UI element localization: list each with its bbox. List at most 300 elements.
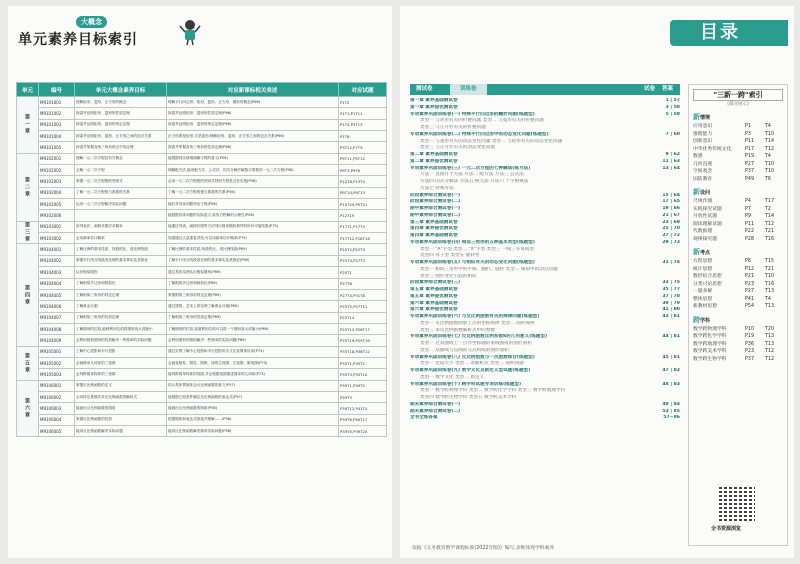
index-item-page: P19 [745,334,754,339]
index-item [693,221,783,229]
index-item-page: P37 [745,169,754,174]
standard-cell: 会画直棱柱、圆柱、圆锥、球的主视图、左视图、俯视图(P73) [167,357,339,368]
index-item-name: 整体思想 [693,296,713,302]
toc-item[interactable] [410,415,680,422]
index-item-page: P9 [745,214,751,219]
toc-item-page: 3 | 58 [665,104,680,110]
index-item-question: T15 [765,259,775,264]
table-row [17,199,387,210]
toc-item-page [662,375,680,382]
goal-cell: 了解相似三角形的性质定理 [75,312,167,323]
index-item-question: T16 [765,281,775,287]
standard-cell: 能根据已知条件确定反比例函数的表达式(P57) [167,391,339,402]
toc-item[interactable] [410,105,680,112]
index-item-page: P12 [745,266,754,272]
toc-item-title: 全书全练答案 [410,415,438,421]
index-item [693,236,783,244]
table-row [17,165,387,176]
toc-item[interactable] [410,139,680,146]
toc-item-title: 类型三 与正方形有关的动态变化问题 [420,145,495,151]
header-standard: 对应新课标相关表述 [167,83,339,97]
goal-cell: 了解相似多边形和相似比 [75,278,167,289]
index-item-name: 几何直观 [693,161,713,167]
toc-item-page: 27 | 72 [662,233,680,238]
standard-cell: 能判断简单物体的视图,并会根据视图描述简单的几何体(P73) [167,369,339,380]
questions-cell: P1T2 [339,97,387,108]
index-item-name: 创新意识 [693,139,713,144]
header-unit: 单元 [17,83,39,97]
standard-cell: 根据图象和表达式探索并理解……(P58) [167,414,339,425]
index-item-page: P7 [745,206,751,212]
code-cell: M9102006 [39,210,75,221]
unit-cell: 第二章 [17,153,39,221]
table-row [17,131,387,142]
standard-cell: 会利用图形的相似解决一些简单的实际问题(P69) [167,335,339,346]
toc-item-title: 类型一 比较大小 类型二 求解析式 类型三 面积问题 [420,361,524,367]
goal-cell: 掌握反比例函数的性质 [75,414,167,425]
table-header-row [17,83,387,97]
left-title: 单元素养目标索引 [18,32,138,48]
code-cell: M9102005 [39,199,75,210]
header-goal: 单元大概念素养目标 [75,83,167,97]
index-item [693,153,783,161]
right-page [400,6,794,558]
goal-cell: 能用反比例函数解决实际问题 [75,425,167,436]
index-item-name: 实践探究试题 [693,206,722,212]
toc-item-title: 阶段素养综合测试卷(二) [410,199,461,205]
toc-item-title: 专项素养巩固训练卷(三) 一元二次方程的七种解法(练方法) [410,165,531,171]
toc-item[interactable] [410,172,680,179]
index-item-page: P4 [745,199,751,204]
questions-cell: P12T19 [339,210,387,221]
code-cell: M9101002 [39,108,75,119]
toc-item-page [662,267,680,274]
table-row [17,221,387,232]
toc-item-title: 类型一 "A"字型 类型二 "X"字型 类型三 一线三等角模型 [420,246,534,252]
questions-cell: P39T1,P39T2 [339,380,387,391]
table-row [17,391,387,402]
index-item-page: P19 [745,154,754,159]
qr-caption: 全书资源浏览 [711,526,742,532]
code-cell: M9102002 [39,165,75,176]
goal-cell: 了解图形的位似,能够利用位似将图形放大或缩小 [75,323,167,334]
toc-item-title: 类型一 反比例函数图象上点的坐标规律 类型二 面积规律 [420,320,535,326]
index-item [693,333,783,341]
toc-item-page: 19 | 66 [662,206,680,211]
toc-item[interactable] [410,179,680,186]
questions-cell: P35T1,P35T2 [339,357,387,368]
toc-item-page: 44 | 81 [662,334,680,340]
tab-test: 测试卷 [416,86,433,92]
toc-item-title: 第四章 素养提优测试卷 [410,226,458,232]
index-item-name: 一题多解 [693,289,713,294]
toc-item[interactable] [410,233,680,240]
index-item-question: T14 [765,214,775,219]
unit-cell: 第四章 [17,244,39,346]
toc-item[interactable] [410,409,680,416]
questions-cell: P25T1 [339,267,387,278]
toc-item-page: 47 | 82 [662,368,680,373]
code-cell: M9105001 [39,346,75,357]
index-item [693,326,783,334]
index-item-page: P23 [745,281,754,287]
index-item [693,348,783,356]
index-item-page: P27 [745,289,754,294]
toc-item-title: 类型一 数学跨物理学科 类型二 数学跨化学学科 类型三 数学跨地理学科 [420,388,566,394]
index-item-page: P49 [745,176,754,182]
index-item-name: 新教材思想 [693,304,717,309]
table-row [17,425,387,436]
mascot-icon [178,18,202,46]
index-item-name: 推理能力 [693,131,713,137]
index-item-name: 阅读理解试题 [693,221,722,227]
index-item [693,258,783,266]
toc-item-title: 期中素养综合测试卷(二) [410,212,461,218]
tab-answer: 答案 [662,86,674,92]
code-cell: M9101004 [39,131,75,142]
toc-item-title: 专项素养巩固训练卷(一) 特殊平行四边形的翻折问题(练题型) [410,111,535,117]
index-item [693,198,783,206]
toc-item-page: 15 | 64 [662,192,680,198]
questions-cell: P39T12,P41T4 [339,403,387,414]
code-cell: M9106002 [39,391,75,402]
goal-cell: 认识相似图形 [75,267,167,278]
goal-cell: 能画出反比例函数的图象 [75,403,167,414]
toc-item-title: 专项素养巩固训练卷(四) 相似三角形的五种基本类型(练题型) [410,239,535,245]
toc-item-page: 1 | 57 [665,98,680,103]
index-item [693,281,783,289]
toc-item[interactable] [410,287,680,294]
index-item [693,341,783,349]
standard-cell: 正方形既是矩形,又是菱形;理解矩形、菱形、正方形之间的包含关系(P66) [167,131,339,142]
questions-cell: P9T3,P9T6 [339,165,387,176]
toc-item-page [662,341,680,348]
index-section-heading [693,248,783,258]
table-row [17,233,387,244]
index-item-name: 中华优秀传统文化 [693,146,732,152]
goal-cell [75,210,167,221]
toc-item[interactable] [410,206,680,213]
toc-item-title: 第二章 素养提优测试卷 [410,158,458,164]
toc-item[interactable] [410,220,680,227]
toc-item[interactable] [410,112,680,119]
code-cell: M9106004 [39,414,75,425]
toc-item-page: 37 | 78 [662,293,680,299]
toc-item-page: 39 | 79 [662,300,680,306]
standard-cell: 能根据现实情境理解方程的意义(P56) [167,153,339,164]
toc-item[interactable] [410,328,680,335]
index-item [693,303,783,311]
toc-item-title: 期末素养综合测试卷(二) [410,408,461,414]
toc-item-page: 33 | 75 [662,280,680,286]
index-item-question: T12 [765,146,775,152]
toc-item-page: 5 | 59 [665,111,680,117]
questions-cell: P17T12,P18T16 [339,233,387,244]
toc-item-title: 第五章 素养基础测试卷 [410,287,458,292]
index-item-question: T17 [765,199,775,204]
index-item-name: 数学跨物理学科 [693,326,727,332]
toc-item[interactable] [410,226,680,233]
index-item-page: P1 [745,124,751,129]
toc-item[interactable] [410,159,680,166]
index-item [693,123,783,131]
toc-item-title: 类型三 图形变化引起的相似 [420,273,477,279]
toc-item[interactable] [410,145,680,152]
index-item-name: 尺规作图 [693,199,713,204]
index-item-page: P11 [745,139,754,144]
questions-cell: P27T6 [339,278,387,289]
goal-cell: 会解一元二次方程 [75,165,167,176]
questions-cell: P25T4,P27T3 [339,255,387,266]
toc-item[interactable] [410,193,680,200]
toc-item[interactable] [410,118,680,125]
toc-item-title: 类型三 与正方形有关的折叠问题 [420,125,486,130]
standard-cell: 理解平行四边形、矩形、菱形、正方形、梯形的概念(P66) [167,97,339,108]
index-item [693,131,783,139]
index-section-label: 设问 [700,190,711,196]
standard-cell: 了解相似三角形的性质定理(P69) [167,312,339,323]
index-item-question: T21 [765,229,775,234]
index-section [693,248,783,311]
tab-paper: 试卷 [644,86,656,92]
table-row [17,210,387,221]
toc-item-title: 类型一 过双曲线上一点作坐标轴的垂线围成的图形面积 [420,341,532,346]
index-title: "三新一跨"索引 [693,89,783,101]
index-item [693,288,783,296]
index-item-question: T12 [765,221,775,227]
toc-item-page: 57~86 [663,415,680,421]
toc-item[interactable] [410,334,680,341]
toc-title: 目录 [700,22,740,43]
toc-item[interactable] [410,247,680,254]
code-cell: M9101003 [39,119,75,130]
index-item [693,161,783,169]
code-cell: M9101001 [39,97,75,108]
toc-item[interactable] [410,341,680,348]
toc-item[interactable] [410,98,680,105]
index-item-name: 空间观念 [693,169,713,174]
questions-cell: P39T5,P39T20 [339,425,387,436]
table-row [17,357,387,368]
code-cell: M9104001 [39,244,75,255]
toc-item[interactable] [410,395,680,402]
toc-item-title: 专项素养巩固训练卷(九) 数学文化及新定义型试题(练题型) [410,368,531,373]
table-row [17,278,387,289]
goal-cell: 会画简单几何体的三视图 [75,357,167,368]
questions-cell: P27T4,P31T8 [339,289,387,300]
code-cell: M9104004 [39,278,75,289]
code-cell: M9101005 [39,142,75,153]
toc-item-page [662,395,680,402]
toc-item-title: 第三章 素养基础测试卷 [410,219,458,225]
toc-item-page [662,328,680,335]
index-section-heading [693,188,783,198]
index-section-mark: 新 [693,188,700,196]
standard-cell: 了解图形的位似,知道利用位似可以将一个图形放大或缩小(P69) [167,323,339,334]
standard-cell: 了解平行线分线段成比例的基本事实及其推论(P69) [167,255,339,266]
index-item-question: T13 [765,289,775,294]
toc-item-page: 25 | 70 [662,226,680,232]
questions-cell: P25T12,P26T17 [339,323,387,334]
toc-item[interactable] [410,388,680,395]
index-item-page: P36 [745,341,754,347]
standard-cell: 理解配方法,能用配方法、公式法、因式分解法解数字系数的一元二次方程(P56) [167,165,339,176]
goal-cell: 掌握平行线分线段成比例的基本事实及其推论 [75,255,167,266]
toc-item-page: 13 | 64 [662,165,680,171]
toc-item-page: 11 | 63 [662,158,680,164]
toc-item[interactable] [410,260,680,267]
standard-cell: 探索并证明矩形、菱形的判定定理(P66) [167,119,339,130]
page-footer: 依据《义务教育数学课程标准(2022年版)》编写,多维体现学科素养 [412,546,555,551]
toc-item-title: 期末素养综合测试卷(一) [410,401,461,407]
index-item-name: 规律探究题 [693,236,717,242]
toc-item[interactable] [410,361,680,368]
index-item [693,273,783,281]
index-section-heading [693,316,783,326]
toc-item[interactable] [410,152,680,159]
toc-item[interactable] [410,274,680,281]
table-row [17,289,387,300]
toc-item-page: 31 | 74 [662,260,680,265]
toc-item-page [662,388,680,395]
table-row [17,142,387,153]
index-item-page: P6 [745,259,751,264]
toc-item[interactable] [410,321,680,328]
toc-item[interactable] [410,314,680,321]
index-item-question: T10 [765,161,775,167]
toc-item-title: 类型四 母子型 类型五 旋转型 [420,253,480,259]
toc-item[interactable] [410,166,680,173]
index-item [693,266,783,274]
table-row [17,187,387,198]
index-item-name: 方程思想 [693,259,713,264]
index-item-question: T13 [765,334,775,339]
left-header [18,16,228,50]
toc-item[interactable] [410,294,680,301]
toc-list [410,98,680,422]
table-row [17,369,387,380]
toc-item[interactable] [410,132,680,139]
index-item-question: T16 [765,236,775,242]
goal-cell: 了解黄金分割 [75,301,167,312]
index-section-mark: 新 [693,248,700,256]
index-item-page: P23 [745,349,754,354]
index-item-name: 数学跨生物学科 [693,356,727,362]
index-section [693,113,783,183]
toc-item[interactable] [410,125,680,132]
code-cell: M9103001 [39,221,75,232]
index-section [693,188,783,243]
toc-item-title: 类型三 求反比例函数解析式中的参数 [420,327,495,333]
concept-badge: 大概念 [76,16,107,28]
index-item-name: 数形结合思想 [693,274,722,279]
header-code: 编号 [39,83,75,97]
goal-cell: 了解相似三角形的判定定理 [75,289,167,300]
standard-cell: 能画出反比例函数的图象(P58) [167,403,339,414]
toc-item-title: 类型二 双曲线与直线的交点构成的图形面积 [420,347,509,353]
toc-item[interactable] [410,213,680,220]
standard-cell: 了解相似多边形和相似比(P69) [167,278,339,289]
toc-item[interactable] [410,382,680,389]
toc-item[interactable] [410,280,680,287]
standard-cell: 会用一元二次方程根的判别式判别方程是否有实根(P56) [167,176,339,187]
standard-cell: 通过具体实例认识相似图形(P69) [167,267,339,278]
toc-item[interactable] [410,267,680,274]
questions-cell: P9T11,P5T12 [339,153,387,164]
index-item-page: P11 [745,221,754,227]
standard-cell: 通过实例了解中心投影和平行投影的含义及其简单应用(P73) [167,346,339,357]
toc-item-page [662,274,680,281]
toc-item-page: 35 | 77 [662,287,680,292]
toc-item[interactable] [410,348,680,355]
questions-cell: P9T10,P9T13 [339,187,387,198]
index-item-page: P22 [745,229,754,234]
code-cell: M9102003 [39,176,75,187]
toc-item[interactable] [410,301,680,308]
standard-cell: 探索并掌握直角三角形的性质定理(P66) [167,142,339,153]
table-row [17,323,387,334]
toc-item[interactable] [410,253,680,260]
toc-item-title: 第一章 素养提优测试卷 [410,104,458,110]
toc-item-page [662,361,680,368]
index-section-label: 学科 [700,317,711,324]
standard-cell: 掌握相似三角形的判定定理(P69) [167,289,339,300]
index-item-name: 数学跨化学学科 [693,334,727,339]
index-item [693,356,783,364]
toc-item[interactable] [410,368,680,375]
toc-item-title: 专项素养巩固训练卷(八) 反比例函数与一次函数综合(练题型) [410,354,535,360]
goal-cell: 用列表法、画树状图法求概率 [75,221,167,232]
code-cell: M9104002 [39,255,75,266]
index-item-question: T2 [765,206,771,212]
toc-item-title: 专项素养巩固训练卷(十) 跨学科试题专项训练(练题型) [410,381,522,387]
code-cell: M9105003 [39,369,75,380]
questions-cell: P1T6 [339,131,387,142]
index-item-question: T21 [765,266,775,272]
table-row [17,312,387,323]
questions-cell: P10T8,P13T5 [339,176,387,187]
index-section [693,316,783,364]
code-cell: M9104006 [39,301,75,312]
toc-item[interactable] [410,402,680,409]
index-item-page: P17 [745,146,754,152]
unit-cell: 第三章 [17,221,39,244]
toc-item[interactable] [410,240,680,247]
toc-item-title: 期中素养综合测试卷(一) [410,206,461,211]
unit-cell: 第一章 [17,97,39,154]
toc-item-title: 类型一 与矩形有关的折叠问题 类型二 与菱形有关的折叠问题 [420,118,544,124]
toc-item[interactable] [410,307,680,314]
index-item [693,146,783,154]
index-item-name: 数学跨美术学科 [693,349,727,354]
toc-item-page [662,321,680,328]
table-row [17,176,387,187]
goal-cell: 掌握一元二次方程根的判别式 [75,176,167,187]
goal-cell: 探索并证明矩形、菱形的性质定理 [75,108,167,119]
table-row [17,380,387,391]
code-cell: M9104008 [39,323,75,334]
table-row [17,346,387,357]
standard-cell: 能通过列表、画树状图等方法列出简单随机事件的所有可能结果(P75) [167,221,339,232]
goal-cell: 理解一元二次方程及有关概念 [75,153,167,164]
toc-item-title: 类型一 数学文化 类型二 新定义 [420,374,485,380]
toc-item[interactable] [410,355,680,362]
code-cell: M9104003 [39,267,75,278]
index-section-heading [693,113,783,123]
toc-item[interactable] [410,186,680,193]
toc-item[interactable] [410,375,680,382]
toc-item[interactable] [410,199,680,206]
